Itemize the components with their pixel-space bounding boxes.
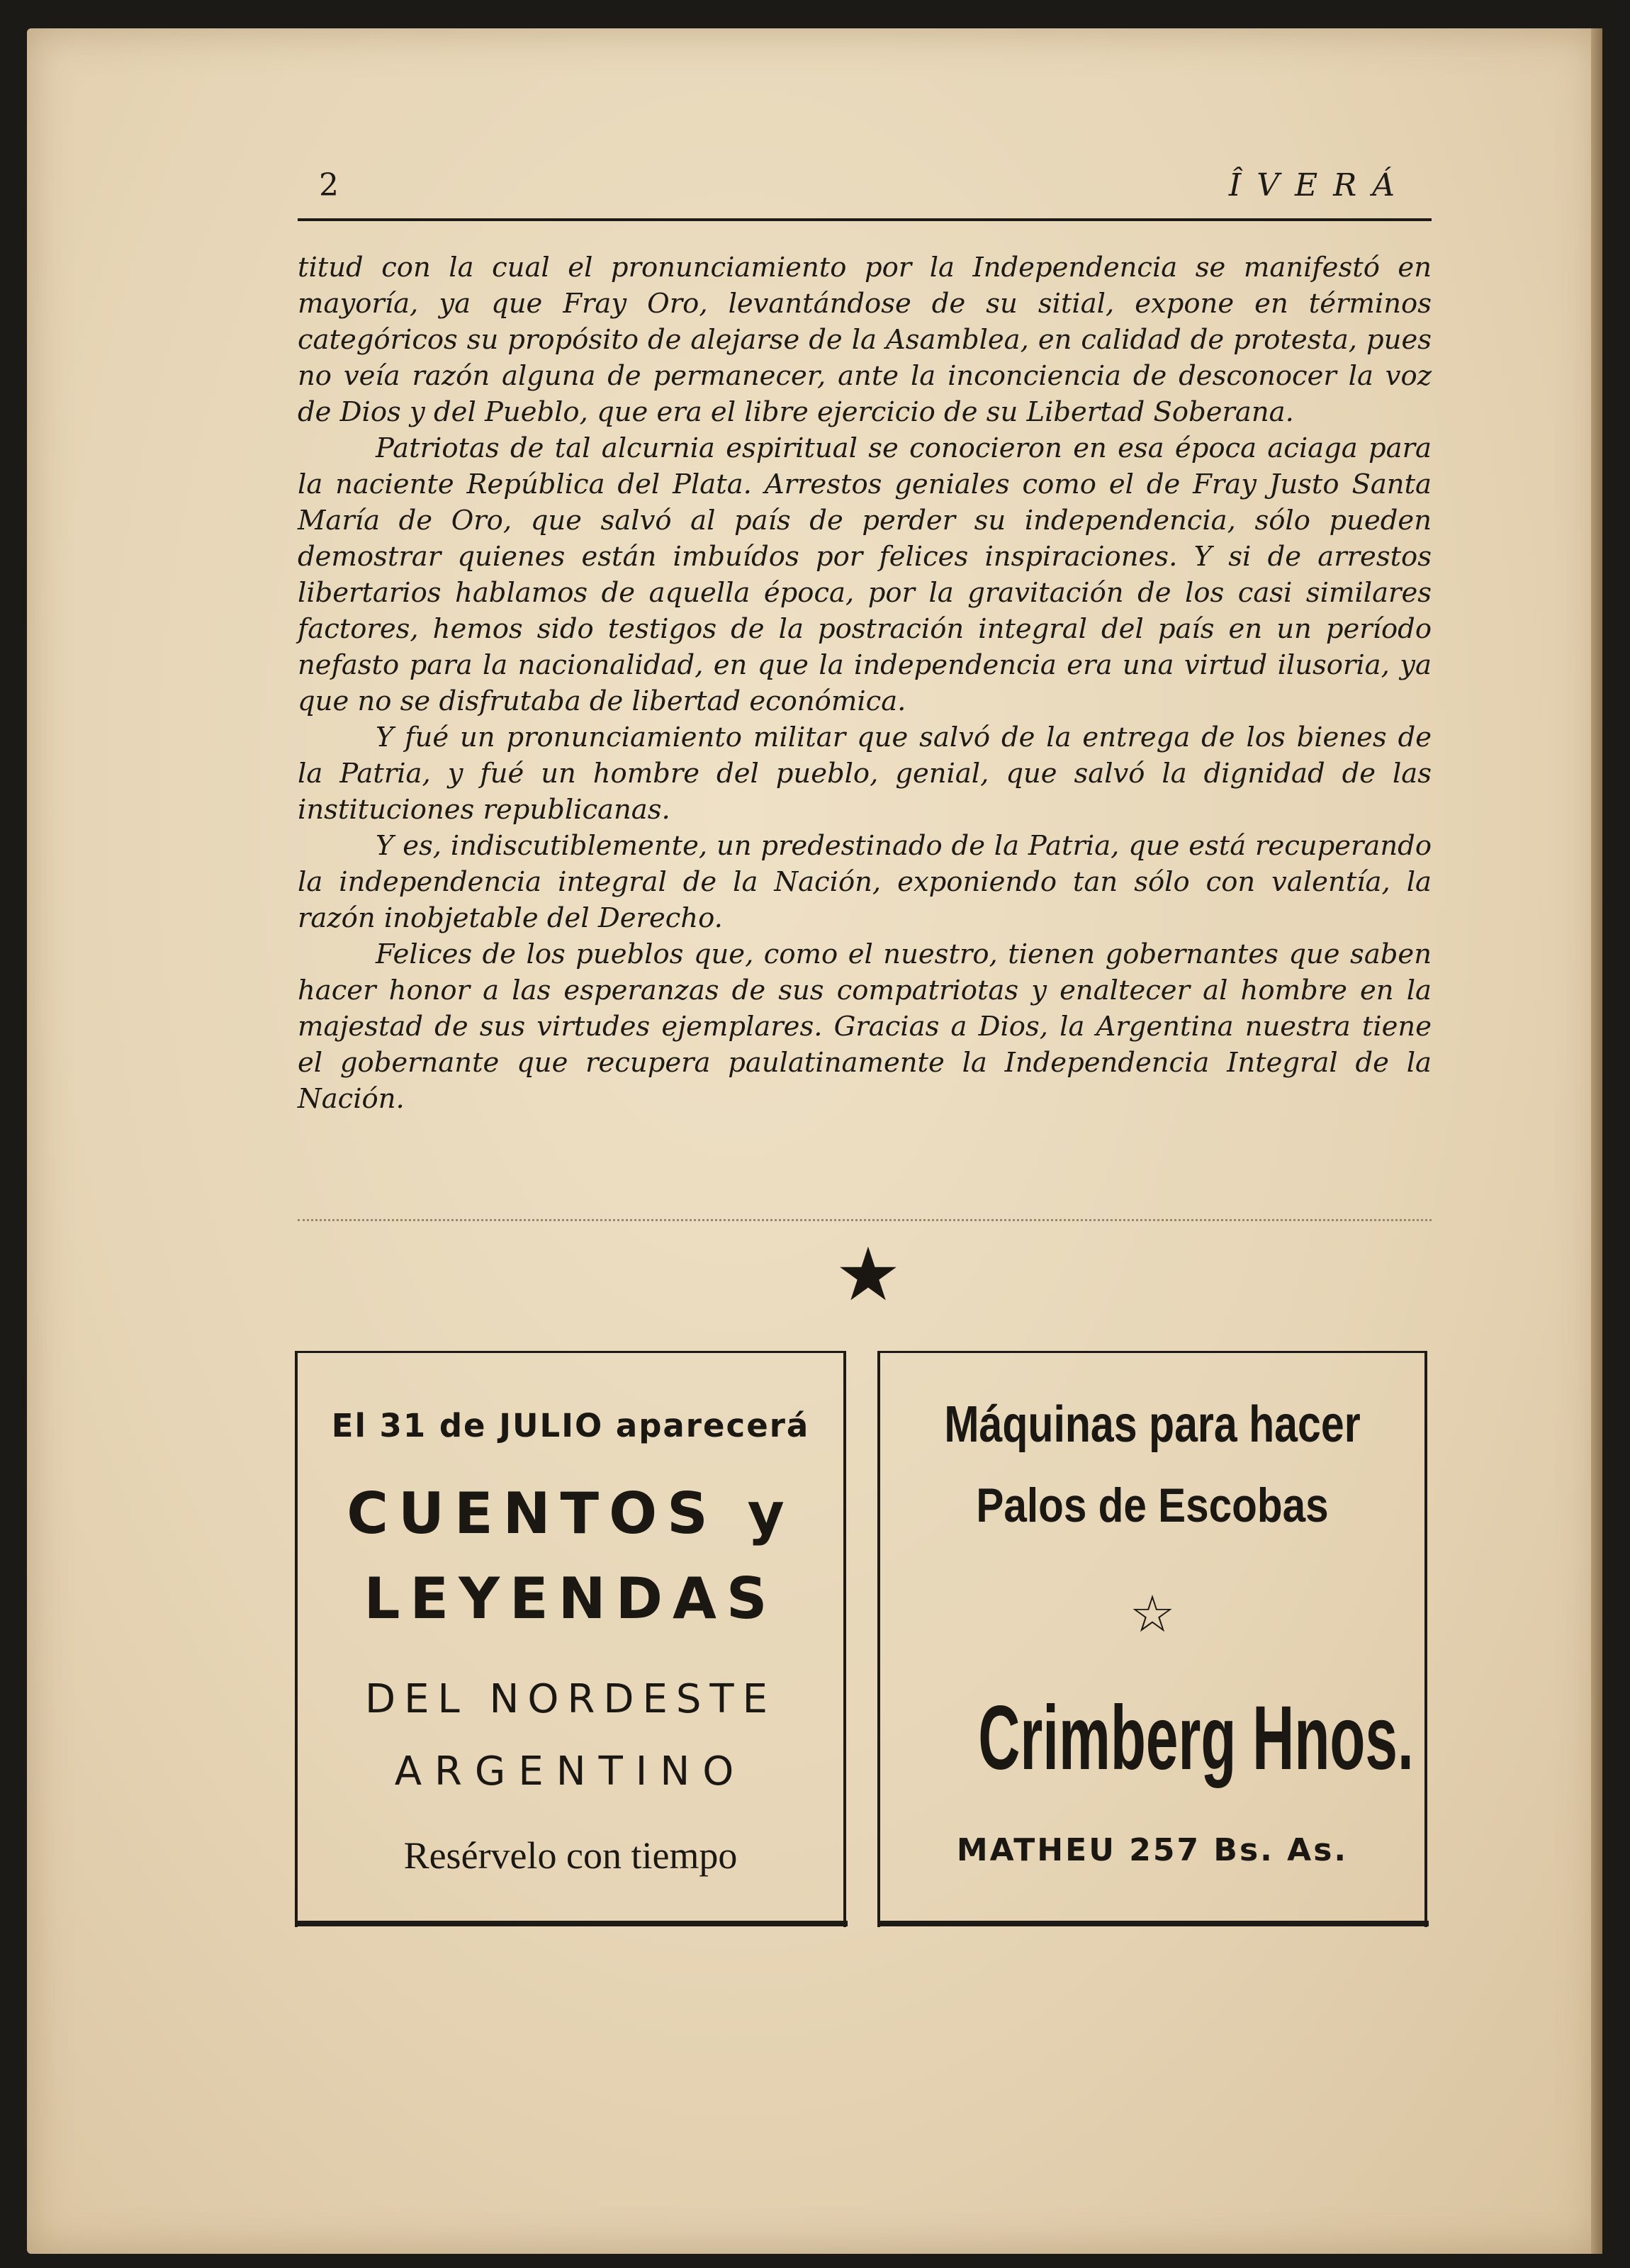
ad-headline-line-1: Máquinas para hacer <box>944 1396 1361 1453</box>
ad-headline-line-2: Palos de Escobas <box>976 1478 1329 1532</box>
advertisement-crimberg <box>877 1351 1427 1927</box>
ad-left-bottom-rule <box>295 1921 848 1926</box>
ad-subtitle-line-1: DEL NORDESTE <box>364 1676 777 1722</box>
header-rule <box>298 218 1432 221</box>
binding-edge <box>1591 28 1602 2254</box>
ad-brand-name: Crimberg Hnos. <box>978 1688 1414 1789</box>
paragraph-3: Y fué un pronunciamiento militar que salvó de la entrega de los bienes de la Patria, y fué un hombre del pueblo, genial, que salvó la dignidad de las instituciones republicanas. <box>298 722 1432 826</box>
article-body <box>298 249 1432 1117</box>
ad-right-bottom-rule <box>877 1921 1429 1926</box>
paragraph-4: Y es, indiscutiblemente, un predestinado de la Patria, que está recuperando la independencia integral de la Nación, exponiendo tan sólo con valentía, la razón inobjetable del Derecho. <box>298 830 1432 934</box>
ad-call-to-action: Resérvelo con tiempo <box>403 1834 738 1877</box>
page-header <box>298 167 1432 224</box>
page-number: 2 <box>319 167 339 203</box>
ad-title-line-1: CUENTOS y <box>347 1481 794 1546</box>
ad-subtitle-line-2: ARGENTINO <box>394 1748 747 1795</box>
advertisement-cuentos-leyendas <box>295 1351 846 1927</box>
ad-title-line-2: LEYENDAS <box>364 1566 777 1632</box>
section-divider <box>298 1219 1432 1221</box>
ad-address: MATHEU 257 Bs. As. <box>956 1832 1349 1868</box>
paragraph-5: Felices de los pueblos que, como el nuestro, tienen gobernantes que saben hacer honor a las esperanzas de sus compatriotas y enaltecer al hombre en la majestad de sus virtudes ejemplares. Gracias a Dios, la Argentina nuestra tiene el gobernante que recupera paulatinamente la Independencia Integral de la Nación. <box>298 938 1432 1115</box>
paragraph-2: Patriotas de tal alcurnia espiritual se conocieron en esa época aciaga para la naciente República del Plata. Arrestos geniales como el de Fray Justo Santa María de Oro, que salvó al país de perder su independencia, sólo pueden demostrar quienes están imbuídos por felices inspiraciones. Y si de arrestos libertarios hablamos de aquella época, por la gravitación de los casi similares factores, hemos sido testigos de la postración integral del país en un período nefasto para la nacionalidad, en que la independencia era una virtud ilusoria, ya que no se disfrutaba de libertad económica. <box>298 432 1432 717</box>
outline-star-icon: ☆ <box>1129 1584 1176 1644</box>
star-icon: ★ <box>835 1231 901 1318</box>
ad-announcement: El 31 de JULIO aparecerá <box>331 1407 810 1444</box>
paragraph-1: titud con la cual el pronunciamiento por la Independencia se manifestó en mayoría, ya que Fray Oro, levantándose de su sitial, expone en términos categóricos su propósito de alejarse de la Asamblea, en calidad de protesta, pues no veía razón alguna de permanecer, ante la inconciencia de desconocer la voz de Dios y del Pueblo, que era el libre ejercicio de su Libertad Soberana. <box>298 252 1432 428</box>
publication-title: ÎVERÁ <box>1228 167 1410 203</box>
